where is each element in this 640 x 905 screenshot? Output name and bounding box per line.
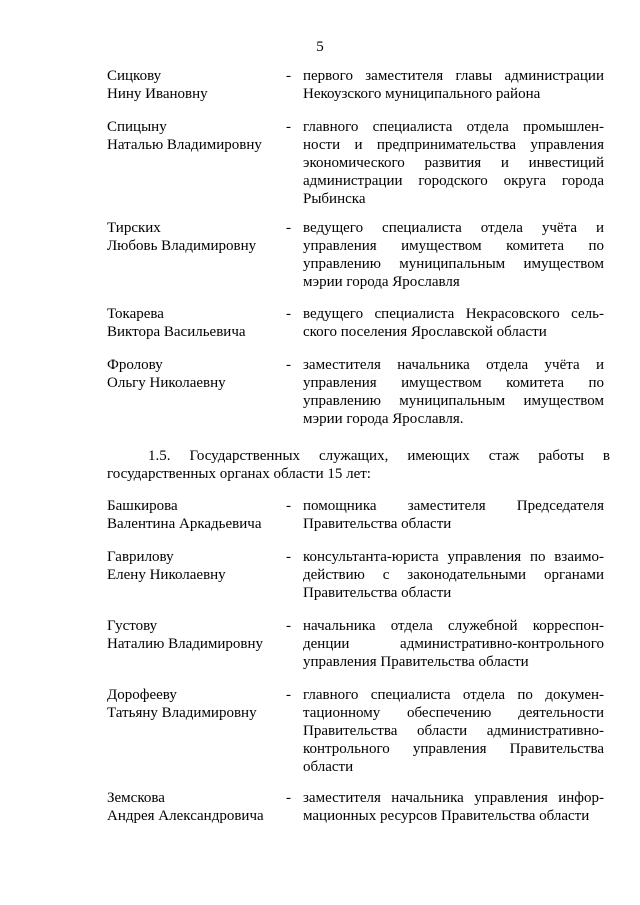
dash-separator: - — [286, 618, 291, 634]
position-line: действию с законодательными органами — [303, 567, 604, 583]
person-name — [107, 118, 282, 154]
dash-separator: - — [286, 68, 291, 84]
position-line: главного специалиста отдела промышлен- — [303, 119, 604, 135]
position-line: главного специалиста отдела по докумен- — [303, 687, 604, 703]
position-line: мэрии города Ярославля. — [303, 411, 464, 427]
person-name-line: Спицыну — [107, 119, 167, 135]
page-number: 5 — [316, 39, 324, 55]
dash-separator: - — [286, 357, 291, 373]
position-line: Некоузского муниципального района — [303, 86, 541, 102]
position-line: управлению муниципальным имуществом — [303, 393, 604, 409]
person-name-line: Любовь Владимировну — [107, 238, 257, 254]
position-line: администрации городского округа города — [303, 173, 604, 189]
position-line: начальника отдела служебной корреспон- — [303, 618, 604, 634]
person-name-line: Фролову — [107, 357, 163, 373]
position-line: мэрии города Ярославля — [303, 274, 460, 290]
position-description — [303, 548, 604, 602]
person-name-line: Наталию Владимировну — [107, 636, 264, 652]
person-name-line: Наталью Владимировну — [107, 137, 262, 153]
person-name-line: Тирских — [107, 220, 161, 236]
dash-separator: - — [286, 687, 291, 703]
person-name-line: Густову — [107, 618, 158, 634]
person-name-line: Токарева — [107, 306, 164, 322]
person-name-line: Сицкову — [107, 68, 162, 84]
position-line: управления имуществом комитета по — [303, 238, 604, 254]
person-name-line: Елену Николаевну — [107, 567, 226, 583]
person-entry — [0, 67, 640, 103]
position-line: ведущего специалиста отдела учёта и — [303, 220, 604, 236]
position-description — [303, 686, 604, 776]
position-line: заместителя начальника управления инфор- — [303, 790, 604, 806]
dash-separator: - — [286, 498, 291, 514]
position-line: денции административно-контрольного — [303, 636, 604, 652]
position-line: мационных ресурсов Правительства области — [303, 808, 590, 824]
person-name-line: Татьяну Владимировну — [107, 705, 257, 721]
person-entry — [0, 617, 640, 671]
position-description — [303, 789, 604, 825]
position-line: контрольного управления Правительства — [303, 741, 604, 757]
position-description — [303, 617, 604, 671]
person-name — [107, 497, 282, 533]
person-name-line: Ольгу Николаевну — [107, 375, 226, 391]
dash-separator: - — [286, 306, 291, 322]
dash-separator: - — [286, 220, 291, 236]
position-line: Правительства области — [303, 585, 452, 601]
person-name-line: Валентина Аркадьевича — [107, 516, 262, 532]
person-name-line: Андрея Александровича — [107, 808, 264, 824]
position-line: заместителя начальника отдела учёта и — [303, 357, 604, 373]
position-line: управления Правительства области — [303, 654, 529, 670]
person-name — [107, 686, 282, 722]
person-name — [107, 67, 282, 103]
position-line: экономического развития и инвестиций — [303, 155, 604, 171]
person-entry — [0, 686, 640, 776]
dash-separator: - — [286, 549, 291, 565]
position-line: помощника заместителя Председателя — [303, 498, 604, 514]
position-line: тационному обеспечению деятельности — [303, 705, 604, 721]
person-name — [107, 219, 282, 255]
position-line: первого заместителя главы администрации — [303, 68, 604, 84]
section-heading — [107, 447, 610, 483]
person-name — [107, 305, 282, 341]
position-line: ведущего специалиста Некрасовского сель- — [303, 306, 604, 322]
person-entry — [0, 305, 640, 341]
position-line: области — [303, 759, 354, 775]
person-name — [107, 548, 282, 584]
person-name-line: Виктора Васильевича — [107, 324, 246, 340]
person-entry — [0, 356, 640, 428]
position-description — [303, 356, 604, 428]
position-line: консультанта-юриста управления по взаимо- — [303, 549, 604, 565]
person-name-line: Земскова — [107, 790, 165, 806]
position-description — [303, 305, 604, 341]
person-name-line: Гаврилову — [107, 549, 174, 565]
position-line: Рыбинска — [303, 191, 366, 207]
dash-separator: - — [286, 119, 291, 135]
person-name — [107, 789, 282, 825]
person-entry — [0, 497, 640, 533]
person-entry — [0, 118, 640, 208]
position-line: Правительства области — [303, 516, 452, 532]
person-name-line: Дорофееву — [107, 687, 177, 703]
section-heading-line: государственных органах области 15 лет: — [107, 466, 371, 482]
position-line: ности и предпринимательства управления — [303, 137, 604, 153]
position-line: Правительства области административно- — [303, 723, 604, 739]
position-description — [303, 219, 604, 291]
person-name — [107, 617, 282, 653]
position-line: ского поселения Ярославской области — [303, 324, 547, 340]
position-description — [303, 67, 604, 103]
person-entry — [0, 219, 640, 291]
person-name-line: Башкирова — [107, 498, 178, 514]
person-name — [107, 356, 282, 392]
position-line: управления имуществом комитета по — [303, 375, 604, 391]
position-description — [303, 497, 604, 533]
dash-separator: - — [286, 790, 291, 806]
position-line: управлению муниципальным имуществом — [303, 256, 604, 272]
person-name-line: Нину Ивановну — [107, 86, 208, 102]
section-heading-line: 1.5. Государственных служащих, имеющих стаж работы в — [148, 448, 610, 464]
person-entry — [0, 789, 640, 825]
position-description — [303, 118, 604, 208]
person-entry — [0, 548, 640, 602]
